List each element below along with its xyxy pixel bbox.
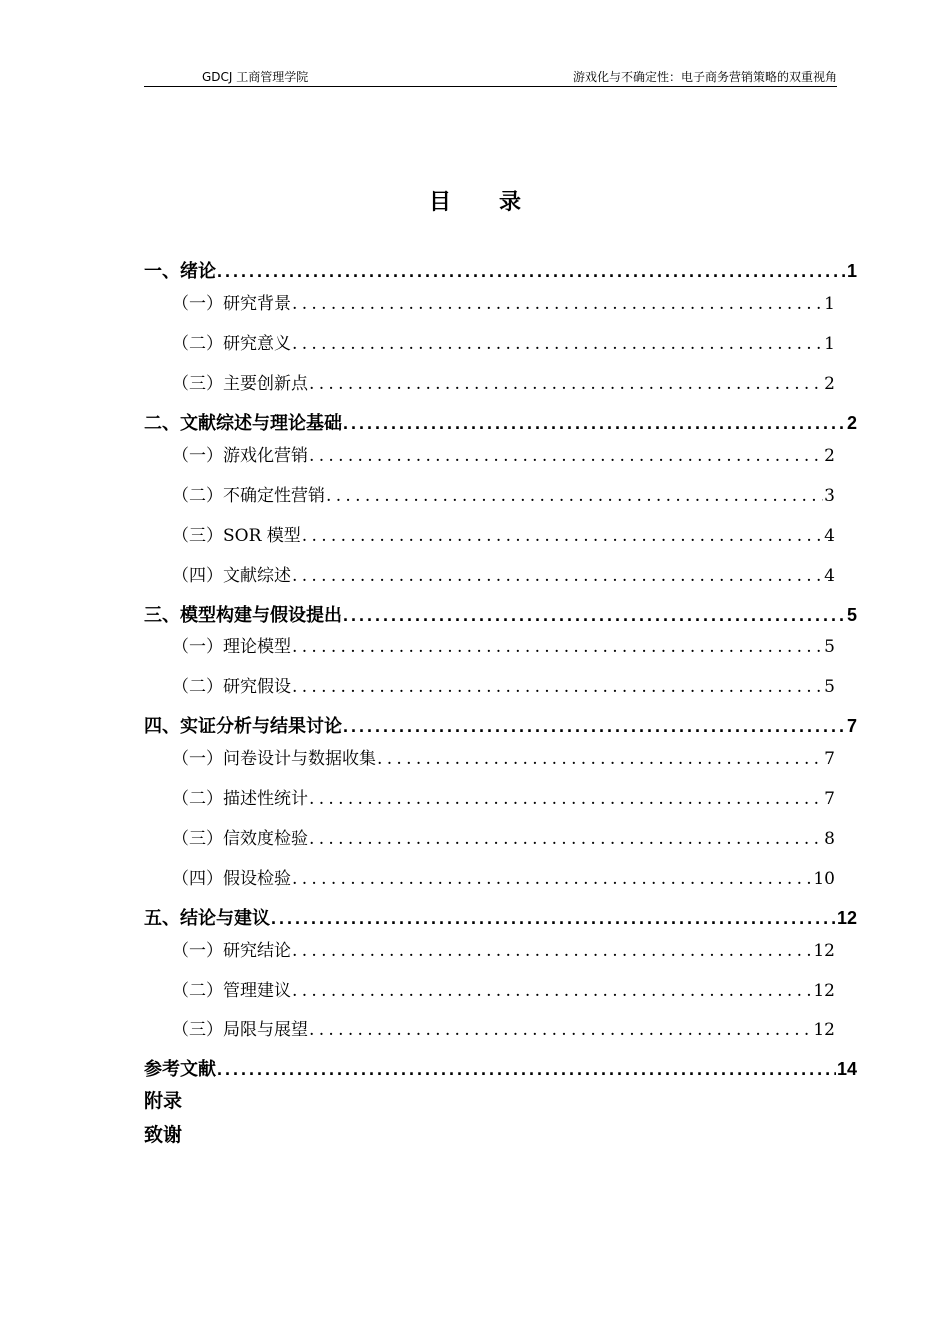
toc-label: SOR 模型 (223, 526, 301, 546)
toc-chapter-5[interactable] (144, 904, 857, 930)
toc-page-number: 1 (846, 261, 857, 281)
toc-leader-dots (309, 374, 823, 394)
toc-page-number: 7 (824, 749, 835, 769)
toc-number: （一） (172, 294, 223, 314)
toc-label: 描述性统计 (223, 789, 308, 809)
toc-number: （二） (172, 789, 223, 809)
toc-leader-dots (292, 677, 823, 697)
toc-number: （二） (172, 334, 223, 354)
toc-label: 研究意义 (223, 334, 291, 354)
toc-title-char-2: 录 (499, 190, 522, 215)
toc-leader-dots (292, 294, 823, 314)
toc-page-number: 4 (824, 566, 835, 586)
toc-title-char-1: 目 (428, 190, 451, 215)
toc-label: 主要创新点 (223, 374, 308, 394)
toc-page-number: 2 (824, 374, 835, 394)
toc-leader-dots (217, 261, 846, 282)
toc-chapter-4[interactable] (144, 712, 857, 738)
toc-leader-dots (309, 446, 823, 466)
toc-page-number: 5 (824, 677, 835, 697)
toc-section-4-2[interactable] (172, 784, 835, 809)
toc-page-number: 1 (824, 294, 835, 314)
toc-leader-dots (292, 334, 823, 354)
toc-page-number: 4 (824, 526, 835, 546)
toc-label: 不确定性营销 (223, 486, 325, 506)
toc-number: （二） (172, 981, 223, 1001)
toc-label: 问卷设计与数据收集 (223, 749, 376, 769)
toc-page-number: 7 (846, 716, 857, 736)
toc-title (0, 185, 950, 216)
toc-section-3-1[interactable] (172, 632, 835, 657)
toc-leader-dots (309, 789, 823, 809)
toc-leader-dots (343, 716, 846, 737)
toc-label: 实证分析与结果讨论 (180, 716, 342, 736)
toc-section-4-1[interactable] (172, 744, 835, 769)
toc-page-number: 12 (813, 981, 835, 1001)
toc-number: 三、 (144, 605, 180, 625)
toc-number: （二） (172, 486, 223, 506)
toc-leader-dots (326, 486, 823, 506)
toc-number: （一） (172, 749, 223, 769)
toc-section-2-2[interactable] (172, 481, 835, 506)
toc-label: 研究背景 (223, 294, 291, 314)
header-institution: GDCJ 工商管理学院 (202, 70, 309, 84)
toc-leader-dots (271, 908, 836, 929)
toc-label: 参考文献 (144, 1059, 216, 1079)
toc-page-number: 5 (824, 637, 835, 657)
toc-leader-dots (343, 413, 846, 434)
toc-number: 五、 (144, 908, 180, 928)
toc-number: （三） (172, 526, 223, 546)
toc-page-number: 12 (813, 941, 835, 961)
toc-page-number: 14 (836, 1059, 857, 1079)
toc-page-number: 1 (824, 334, 835, 354)
toc-leader-dots (377, 749, 823, 769)
toc-leader-dots (292, 941, 812, 961)
toc-number: 一、 (144, 261, 180, 281)
toc-number: （四） (172, 869, 223, 889)
toc-section-2-4[interactable] (172, 561, 835, 586)
toc-page-number: 12 (836, 908, 857, 928)
toc-label: 管理建议 (223, 981, 291, 1001)
toc-number: （三） (172, 1020, 223, 1040)
toc-page-number: 8 (824, 829, 835, 849)
page-header (144, 64, 837, 87)
toc-section-1-1[interactable] (172, 289, 835, 314)
toc-page-number: 5 (846, 605, 857, 625)
toc-section-5-1[interactable] (172, 936, 835, 961)
toc-leader-dots (302, 526, 823, 546)
toc-acknowledgements[interactable]: 致谢 (144, 1125, 183, 1146)
toc-label: 研究假设 (223, 677, 291, 697)
toc-section-5-3[interactable] (172, 1015, 835, 1040)
toc-leader-dots (309, 1020, 812, 1040)
toc-section-5-2[interactable] (172, 976, 835, 1001)
toc-label: 模型构建与假设提出 (180, 605, 342, 625)
toc-label: 信效度检验 (223, 829, 308, 849)
toc-section-2-1[interactable] (172, 441, 835, 466)
toc-leader-dots (217, 1059, 836, 1080)
toc-number: （三） (172, 829, 223, 849)
toc-leader-dots (292, 869, 812, 889)
toc-leader-dots (292, 566, 823, 586)
header-paper-title: 游戏化与不确定性：电子商务营销策略的双重视角 (572, 70, 837, 84)
toc-leader-dots (292, 981, 812, 1001)
toc-number: （一） (172, 446, 223, 466)
toc-page-number: 3 (824, 486, 835, 506)
toc-label: 局限与展望 (223, 1020, 308, 1040)
toc-page-number: 7 (824, 789, 835, 809)
toc-chapter-3[interactable] (144, 601, 857, 627)
toc-section-3-2[interactable] (172, 672, 835, 697)
toc-leader-dots (292, 637, 823, 657)
toc-label: 假设检验 (223, 869, 291, 889)
toc-appendix[interactable]: 附录 (144, 1091, 183, 1112)
toc-references[interactable] (144, 1055, 857, 1081)
toc-label: 研究结论 (223, 941, 291, 961)
toc-section-1-3[interactable] (172, 369, 835, 394)
toc-label: 结论与建议 (180, 908, 270, 928)
toc-chapter-1[interactable] (144, 257, 857, 283)
toc-leader-dots (343, 605, 846, 626)
toc-number: （二） (172, 677, 223, 697)
toc-label: 游戏化营销 (223, 446, 308, 466)
toc-page-number: 2 (824, 446, 835, 466)
toc-page-number: 10 (813, 869, 835, 889)
toc-section-2-3[interactable] (172, 521, 835, 546)
toc-number: （三） (172, 374, 223, 394)
toc-number: 二、 (144, 413, 180, 433)
toc-number: （一） (172, 941, 223, 961)
toc-label: 绪论 (180, 261, 216, 281)
toc-number: （一） (172, 637, 223, 657)
toc-page-number: 12 (813, 1020, 835, 1040)
toc-section-4-3[interactable] (172, 824, 835, 849)
toc-leader-dots (309, 829, 823, 849)
toc-chapter-2[interactable] (144, 409, 857, 435)
toc-number: （四） (172, 566, 223, 586)
toc-label: 文献综述 (223, 566, 291, 586)
toc-section-4-4[interactable] (172, 864, 835, 889)
toc-section-1-2[interactable] (172, 329, 835, 354)
toc-number: 四、 (144, 716, 180, 736)
toc-label: 文献综述与理论基础 (180, 413, 342, 433)
toc-label: 理论模型 (223, 637, 291, 657)
toc-page-number: 2 (846, 413, 857, 433)
